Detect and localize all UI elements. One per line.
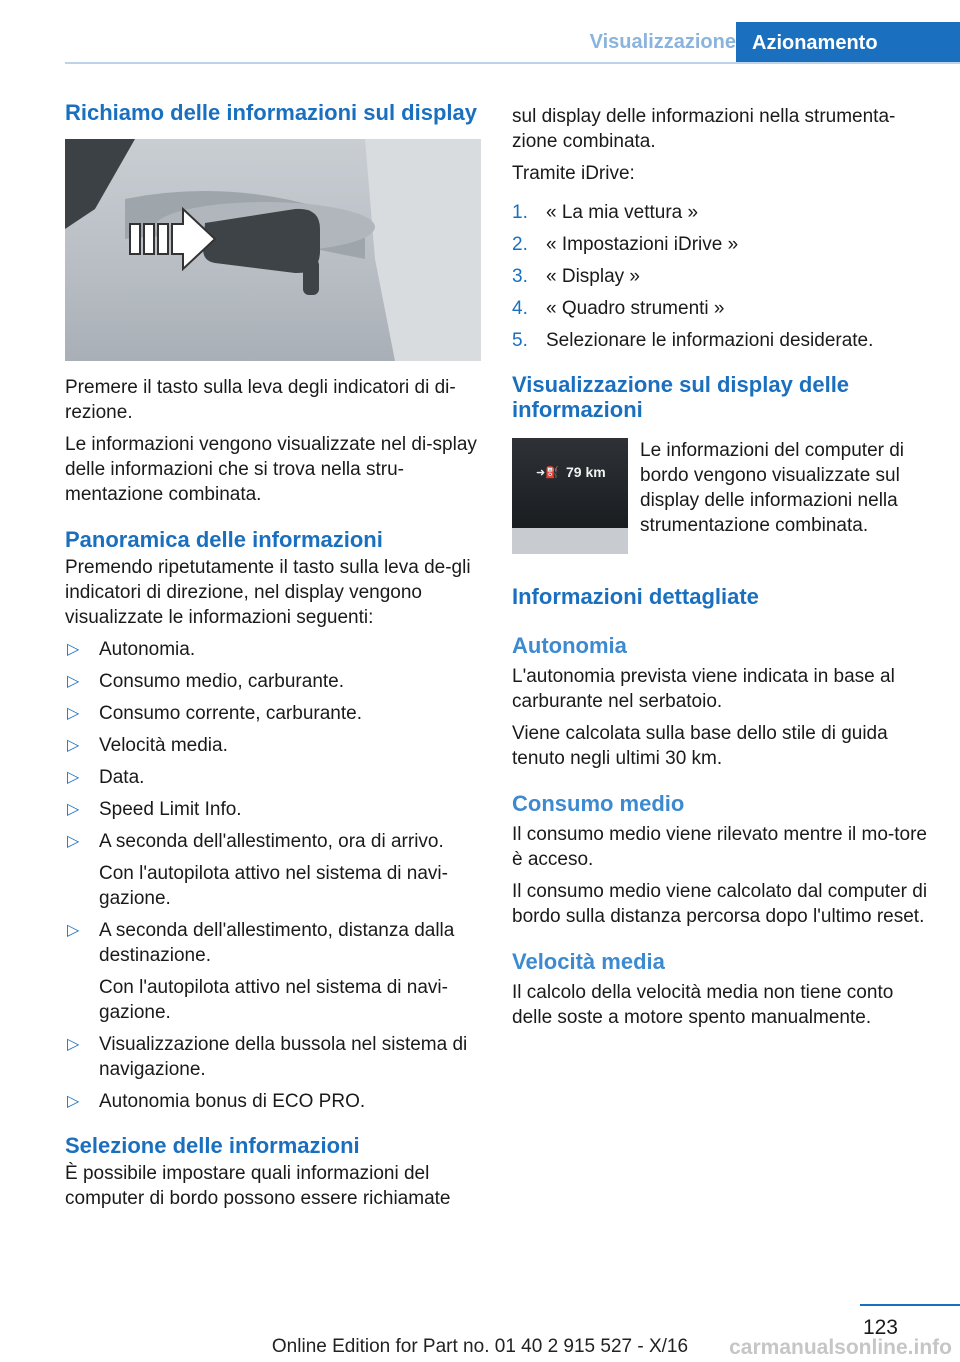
heading-dettagliate: Informazioni dettagliate [512,584,759,609]
paragraph-premendo: Premendo ripetutamente il tasto sulla leva de‐gli indicatori di direzione, nel display vengono visualizzate le informazioni seguenti: [65,557,471,628]
step-item: 2. « Impostazioni iDrive » [512,234,739,255]
watermark: carmanualsonline.info [729,1336,952,1359]
cluster-display-image [512,438,628,554]
triangle-icon: ▷ [67,1093,80,1110]
heading-richiamo: Richiamo delle informazioni sul display [65,100,477,125]
list-item: ▷ Autonomia. [67,639,196,660]
list-item: ▷ Consumo medio, carburante. [67,671,345,692]
triangle-icon: ▷ [67,833,80,850]
turn-signal-lever-image [65,139,481,361]
paragraph-selezione: È possibile impostare quali informazioni del computer di bordo possono essere richiamate [65,1163,451,1209]
left-column [65,100,481,1211]
info-list [65,637,481,1114]
list-item: ▷ Data. [67,767,145,788]
step-item: 1. « La mia vettura » [512,202,699,223]
heading-autonomia: Autonomia [512,633,627,658]
footer-divider [860,1304,960,1306]
paragraph-velocita: Il calcolo della velocità media non tiene conto delle soste a motore spento manualmente. [512,982,894,1028]
lever-illustration [65,139,481,361]
paragraph-premere: Premere il tasto sulla leva degli indicatori di di‐rezione. [65,377,456,423]
list-item-note: Con l'autopilota attivo nel sistema di navi‐gazione. [99,863,448,909]
heading-panoramica: Panoramica delle informazioni [65,527,383,552]
heading-selezione: Selezione delle informazioni [65,1133,360,1158]
paragraph-tramite: Tramite iDrive: [512,163,635,184]
triangle-icon: ▷ [67,641,80,658]
paragraph-visualizzazione: Le informazioni del computer di bordo vengono visualizzate sul display delle informazioni nella strumentazione combinata. [640,440,905,536]
tab-visualizzazione[interactable]: Visualizzazione [589,31,736,53]
right-column [512,100,930,1030]
page-number: 123 [862,1316,898,1339]
range-value: 79 km [566,464,606,480]
triangle-icon: ▷ [67,1036,80,1053]
triangle-icon: ▷ [67,705,80,722]
fuel-pump-icon: ➜⛽ [536,467,559,479]
paragraph-autonomia-1: L'autonomia prevista viene indicata in base al carburante nel serbatoio. [512,666,895,712]
triangle-icon: ▷ [67,769,80,786]
step-item: 3. « Display » [512,266,640,287]
heading-visualizzazione: Visualizzazione sul display delle informazioni [512,372,850,422]
triangle-icon: ▷ [67,673,80,690]
paragraph-informazioni: Le informazioni vengono visualizzate nel di‐splay delle informazioni che si trova nella stru‐mentazione combinata. [65,434,477,505]
list-item: ▷ Speed Limit Info. [67,799,242,820]
display-block [512,438,930,554]
list-item: ▷ Autonomia bonus di ECO PRO. [67,1091,366,1112]
header-divider [65,62,960,64]
list-item: ▷ Visualizzazione della bussola nel sistema di navigazione. [67,1034,468,1080]
list-item: ▷ A seconda dell'allestimento, ora di arrivo. Con l'autopilota attivo nel sistema di navi‐gazione. [65,829,481,911]
heading-velocita: Velocità media [512,949,665,974]
list-item-note: Con l'autopilota attivo nel sistema di navi‐gazione. [99,977,448,1023]
step-item: 4. « Quadro strumenti » [512,298,725,319]
list-item: ▷ A seconda dell'allestimento, distanza dalla destinazione. Con l'autopilota attivo nel sistema di navi‐gazione. [65,918,481,1025]
paragraph-continued: sul display delle informazioni nella strumenta‐zione combinata. [512,106,896,152]
steps-list [512,200,930,353]
triangle-icon: ▷ [67,801,80,818]
list-item: ▷ Consumo corrente, carburante. [67,703,362,724]
triangle-icon: ▷ [67,922,80,939]
paragraph-consumo-1: Il consumo medio viene rilevato mentre il mo‐tore è acceso. [512,824,928,870]
step-item: 5. Selezionare le informazioni desiderate. [512,330,874,351]
paragraph-consumo-2: Il consumo medio viene calcolato dal computer di bordo sulla distanza percorsa dopo l'ultimo reset. [512,881,928,927]
display-screen [512,438,628,528]
triangle-icon: ▷ [67,737,80,754]
tab-azionamento[interactable]: Azionamento [736,22,960,64]
list-item: ▷ Velocità media. [67,735,228,756]
heading-consumo: Consumo medio [512,791,685,816]
footer-edition: Online Edition for Part no. 01 40 2 915 527 - X/16 [271,1336,689,1357]
paragraph-autonomia-2: Viene calcolata sulla base dello stile di guida tenuto negli ultimi 30 km. [512,723,888,769]
